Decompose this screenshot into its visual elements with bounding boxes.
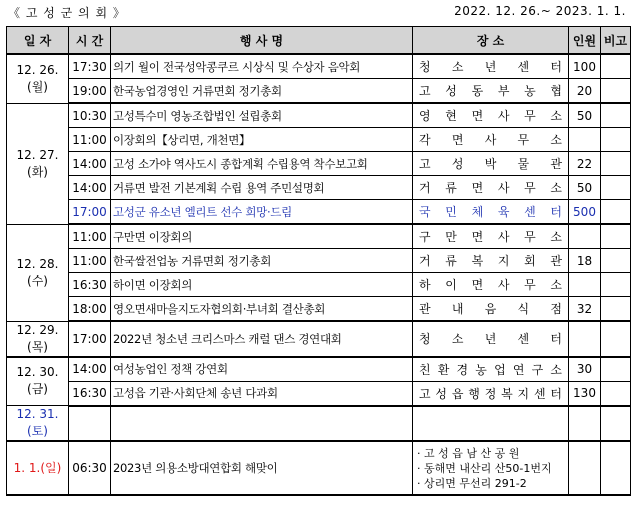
place-char: 무 xyxy=(524,181,536,195)
place-char: 체 xyxy=(471,205,484,219)
place-value xyxy=(415,82,566,99)
date-value: 12. 31. xyxy=(16,407,59,421)
note-cell xyxy=(601,79,631,104)
column-header-note: 비고 xyxy=(601,27,631,55)
place-cell xyxy=(413,381,569,406)
place-char: 읍 xyxy=(451,386,464,401)
table-row xyxy=(7,297,631,322)
place-char: 소 xyxy=(451,332,464,347)
schedule-period: 2022. 12. 26.~ 2023. 1. 1. xyxy=(454,4,626,18)
weekday-value: (금) xyxy=(27,382,48,397)
place-char: 점 xyxy=(550,302,562,316)
place-char: 성 xyxy=(435,386,448,401)
place-char: 성 xyxy=(451,157,464,171)
place-cell xyxy=(413,128,569,152)
weekday-value: (월) xyxy=(27,79,48,94)
place-char: 고 xyxy=(419,84,431,98)
date-cell xyxy=(7,224,69,321)
table-row xyxy=(7,321,631,357)
event-name-cell: 영오면새마을지도자협의회·부녀회 결산총회 xyxy=(111,297,413,322)
place-char: 관 xyxy=(419,302,431,316)
place-value xyxy=(415,179,566,196)
place-char: 센 xyxy=(517,332,530,347)
place-char: 복 xyxy=(501,386,513,401)
date-cell xyxy=(7,441,69,495)
place-char: 음 xyxy=(484,302,497,316)
place-char: 영 xyxy=(419,109,431,123)
place-char: 환 xyxy=(437,362,450,377)
schedule-table xyxy=(6,26,631,496)
place-char: 소 xyxy=(550,181,562,195)
place-cell xyxy=(413,200,569,225)
place-char: 사 xyxy=(497,109,510,123)
event-name-cell: 고성특수미 영농조합법인 설립총회 xyxy=(111,103,413,128)
place-cell xyxy=(413,441,569,495)
place-char: 사 xyxy=(497,181,510,195)
place-value xyxy=(415,361,566,378)
column-header-event: 행 사 명 xyxy=(111,27,413,55)
attendee-count-cell xyxy=(569,406,601,442)
place-char: 터 xyxy=(550,205,562,219)
attendee-count-cell: 50 xyxy=(569,176,601,200)
place-char: 무 xyxy=(517,133,530,147)
place-char: 성 xyxy=(445,84,457,98)
weekday-value: (화) xyxy=(27,164,48,179)
place-char: 정 xyxy=(484,386,497,401)
place-char: 협 xyxy=(550,84,562,98)
place-char: 거 xyxy=(419,181,431,195)
place-char: 농 xyxy=(524,84,536,98)
table-row xyxy=(7,224,631,249)
place-char: 친 xyxy=(419,362,431,377)
weekday-value: (일) xyxy=(40,460,62,475)
place-char: 지 xyxy=(517,386,530,401)
place-char: 육 xyxy=(497,205,510,219)
place-char: 거 xyxy=(419,254,431,268)
place-cell xyxy=(413,54,569,79)
place-char: 각 xyxy=(419,133,431,147)
note-cell xyxy=(601,441,631,495)
place-char: 소 xyxy=(451,60,464,74)
place-value xyxy=(415,276,566,293)
place-value xyxy=(415,155,566,172)
date-value: 12. 28. xyxy=(16,256,59,271)
place-char: 관 xyxy=(550,254,562,268)
place-cell xyxy=(413,406,569,442)
attendee-count-cell xyxy=(569,321,601,357)
event-name-cell: 거류면 발전 기본계획 수립 용역 주민설명회 xyxy=(111,176,413,200)
weekday-value: (토) xyxy=(27,424,48,438)
event-name-cell: 고성 소가야 역사도시 종합계획 수립용역 착수보고회 xyxy=(111,152,413,176)
place-char: 년 xyxy=(484,332,497,347)
time-cell: 16:30 xyxy=(69,381,111,406)
event-name-cell: 하이면 이장회의 xyxy=(111,273,413,297)
date-value: 12. 29. xyxy=(16,322,59,337)
event-name-cell: 고성읍 기관·사회단체 송년 다과회 xyxy=(111,381,413,406)
time-cell: 14:00 xyxy=(69,357,111,382)
place-char: 소 xyxy=(550,230,562,244)
place-char: 면 xyxy=(471,181,484,195)
table-row xyxy=(7,441,631,495)
place-cell xyxy=(413,249,569,273)
table-row xyxy=(7,152,631,176)
date-value: 1. 1. xyxy=(13,460,41,475)
table-row xyxy=(7,200,631,225)
place-char: 지 xyxy=(497,254,510,268)
place-char: 센 xyxy=(533,386,546,401)
table-row xyxy=(7,79,631,104)
place-cell xyxy=(413,297,569,322)
place-cell xyxy=(413,273,569,297)
event-name-cell: 이장회의【상리면, 개천면】 xyxy=(111,128,413,152)
place-char: 면 xyxy=(451,133,464,147)
place-char: 물 xyxy=(517,157,530,171)
note-cell xyxy=(601,297,631,322)
place-char: 년 xyxy=(484,60,497,74)
attendee-count-cell xyxy=(569,441,601,495)
place-char: 소 xyxy=(550,133,562,147)
event-name-cell: 한국쌀전업농 거류면회 정기총회 xyxy=(111,249,413,273)
time-cell: 17:30 xyxy=(69,54,111,79)
place-char: 연 xyxy=(512,362,525,377)
note-cell xyxy=(601,406,631,442)
place-char: 무 xyxy=(524,230,536,244)
table-row xyxy=(7,381,631,406)
note-cell xyxy=(601,152,631,176)
place-value xyxy=(415,330,566,347)
column-header-time: 시 간 xyxy=(69,27,111,55)
column-header-count: 인원 xyxy=(569,27,601,55)
note-cell xyxy=(601,273,631,297)
time-cell: 14:00 xyxy=(69,152,111,176)
weekday-value: (목) xyxy=(27,339,48,354)
place-char: 하 xyxy=(419,278,431,292)
place-value xyxy=(415,58,566,75)
organization-title: 《 고 성 군 의 회 》 xyxy=(8,6,126,20)
note-cell xyxy=(601,321,631,357)
table-header-row xyxy=(7,27,631,55)
place-char: 류 xyxy=(445,181,457,195)
table-row xyxy=(7,103,631,128)
table-row xyxy=(7,357,631,382)
note-cell xyxy=(601,176,631,200)
place-value xyxy=(415,107,566,124)
place-char: 고 xyxy=(419,386,431,401)
place-value xyxy=(415,228,566,245)
time-cell: 16:30 xyxy=(69,273,111,297)
place-line: · 고 성 읍 남 산 공 원 xyxy=(417,446,520,460)
place-char: 사 xyxy=(497,278,510,292)
place-char: 구 xyxy=(419,230,431,244)
place-char: 복 xyxy=(471,254,484,268)
table-row xyxy=(7,54,631,79)
attendee-count-cell: 100 xyxy=(569,54,601,79)
time-cell: 11:00 xyxy=(69,249,111,273)
table-row xyxy=(7,273,631,297)
schedule-body xyxy=(7,54,631,495)
place-char: 관 xyxy=(550,157,562,171)
event-name-cell: 여성농업인 정책 강연회 xyxy=(111,357,413,382)
attendee-count-cell: 32 xyxy=(569,297,601,322)
place-cell xyxy=(413,357,569,382)
time-cell: 06:30 xyxy=(69,441,111,495)
table-row xyxy=(7,176,631,200)
note-cell xyxy=(601,381,631,406)
event-name-cell xyxy=(111,406,413,442)
date-value: 12. 27. xyxy=(16,147,59,162)
date-value: 12. 26. xyxy=(16,62,59,77)
event-name-cell: 한국농업경영인 거류면회 정기총회 xyxy=(111,79,413,104)
place-value xyxy=(415,385,566,402)
weekday-value: (수) xyxy=(27,273,48,288)
note-cell xyxy=(601,54,631,79)
place-char: 이 xyxy=(445,278,457,292)
place-char: 현 xyxy=(445,109,457,123)
event-name-cell: 2022년 청소년 크리스마스 캐럴 댄스 경연대회 xyxy=(111,321,413,357)
time-cell: 10:30 xyxy=(69,103,111,128)
place-char: 센 xyxy=(517,60,530,74)
place-char: 터 xyxy=(550,386,562,401)
time-cell: 18:00 xyxy=(69,297,111,322)
place-char: 무 xyxy=(524,109,536,123)
place-cell xyxy=(413,152,569,176)
attendee-count-cell: 50 xyxy=(569,103,601,128)
attendee-count-cell: 30 xyxy=(569,357,601,382)
place-cell xyxy=(413,224,569,249)
place-char: 고 xyxy=(419,157,431,171)
date-cell xyxy=(7,103,69,224)
date-value: 12. 30. xyxy=(16,365,59,380)
place-char: 무 xyxy=(524,278,536,292)
place-cell xyxy=(413,176,569,200)
place-char: 부 xyxy=(497,84,510,98)
attendee-count-cell xyxy=(569,224,601,249)
attendee-count-cell: 130 xyxy=(569,381,601,406)
date-cell xyxy=(7,321,69,357)
table-row xyxy=(7,249,631,273)
time-cell: 17:00 xyxy=(69,200,111,225)
table-row xyxy=(7,128,631,152)
attendee-count-cell xyxy=(569,273,601,297)
place-cell xyxy=(413,79,569,104)
place-char: 사 xyxy=(484,133,497,147)
time-cell: 17:00 xyxy=(69,321,111,357)
place-line: · 동해면 내산리 산50-1번지 xyxy=(417,461,552,475)
attendee-count-cell: 22 xyxy=(569,152,601,176)
place-line: · 상리면 무선리 291-2 xyxy=(417,476,527,490)
place-char: 구 xyxy=(531,362,544,377)
place-char: 경 xyxy=(456,362,469,377)
place-char: 면 xyxy=(471,109,484,123)
place-char: 식 xyxy=(517,302,530,316)
place-value xyxy=(415,131,566,148)
place-value xyxy=(415,203,566,220)
attendee-count-cell: 18 xyxy=(569,249,601,273)
attendee-count-cell: 20 xyxy=(569,79,601,104)
column-header-place: 장 소 xyxy=(413,27,569,55)
event-name-cell: 구만면 이장회의 xyxy=(111,224,413,249)
place-value xyxy=(415,252,566,269)
date-cell xyxy=(7,357,69,406)
time-cell: 14:00 xyxy=(69,176,111,200)
time-cell: 11:00 xyxy=(69,224,111,249)
place-char: 소 xyxy=(550,109,562,123)
place-char: 내 xyxy=(451,302,464,316)
place-char: 면 xyxy=(471,278,484,292)
document-header xyxy=(0,0,640,24)
note-cell xyxy=(601,357,631,382)
attendee-count-cell xyxy=(569,128,601,152)
note-cell xyxy=(601,249,631,273)
note-cell xyxy=(601,224,631,249)
place-char: 터 xyxy=(550,60,562,74)
note-cell xyxy=(601,103,631,128)
place-char: 만 xyxy=(445,230,457,244)
place-char: 소 xyxy=(550,362,562,377)
place-char: 동 xyxy=(471,84,484,98)
date-cell xyxy=(7,406,69,442)
place-char: 민 xyxy=(445,205,457,219)
place-char: 행 xyxy=(468,386,480,401)
place-char: 터 xyxy=(550,332,562,347)
place-char: 사 xyxy=(497,230,510,244)
event-name-cell: 고성군 유소년 엘리트 선수 희망·드림 xyxy=(111,200,413,225)
place-cell xyxy=(413,321,569,357)
time-cell xyxy=(69,406,111,442)
table-row xyxy=(7,406,631,442)
place-char: 청 xyxy=(419,332,431,347)
place-char: 회 xyxy=(524,254,536,268)
column-header-date: 일 자 xyxy=(7,27,69,55)
place-char: 국 xyxy=(419,205,431,219)
place-value xyxy=(415,300,566,317)
date-cell xyxy=(7,54,69,103)
place-char: 박 xyxy=(484,157,497,171)
attendee-count-cell: 500 xyxy=(569,200,601,225)
event-name-cell: 2023년 의용소방대연합회 해맞이 xyxy=(111,441,413,495)
time-cell: 19:00 xyxy=(69,79,111,104)
note-cell xyxy=(601,128,631,152)
place-char: 소 xyxy=(550,278,562,292)
place-char: 업 xyxy=(494,362,506,377)
place-char: 농 xyxy=(475,362,487,377)
place-char: 류 xyxy=(445,254,457,268)
time-cell: 11:00 xyxy=(69,128,111,152)
note-cell xyxy=(601,200,631,225)
place-char: 면 xyxy=(471,230,484,244)
place-char: 센 xyxy=(524,205,536,219)
place-cell xyxy=(413,103,569,128)
place-char: 청 xyxy=(419,60,431,74)
event-name-cell: 의기 월이 전국성악콩쿠르 시상식 및 수상자 음악회 xyxy=(111,54,413,79)
